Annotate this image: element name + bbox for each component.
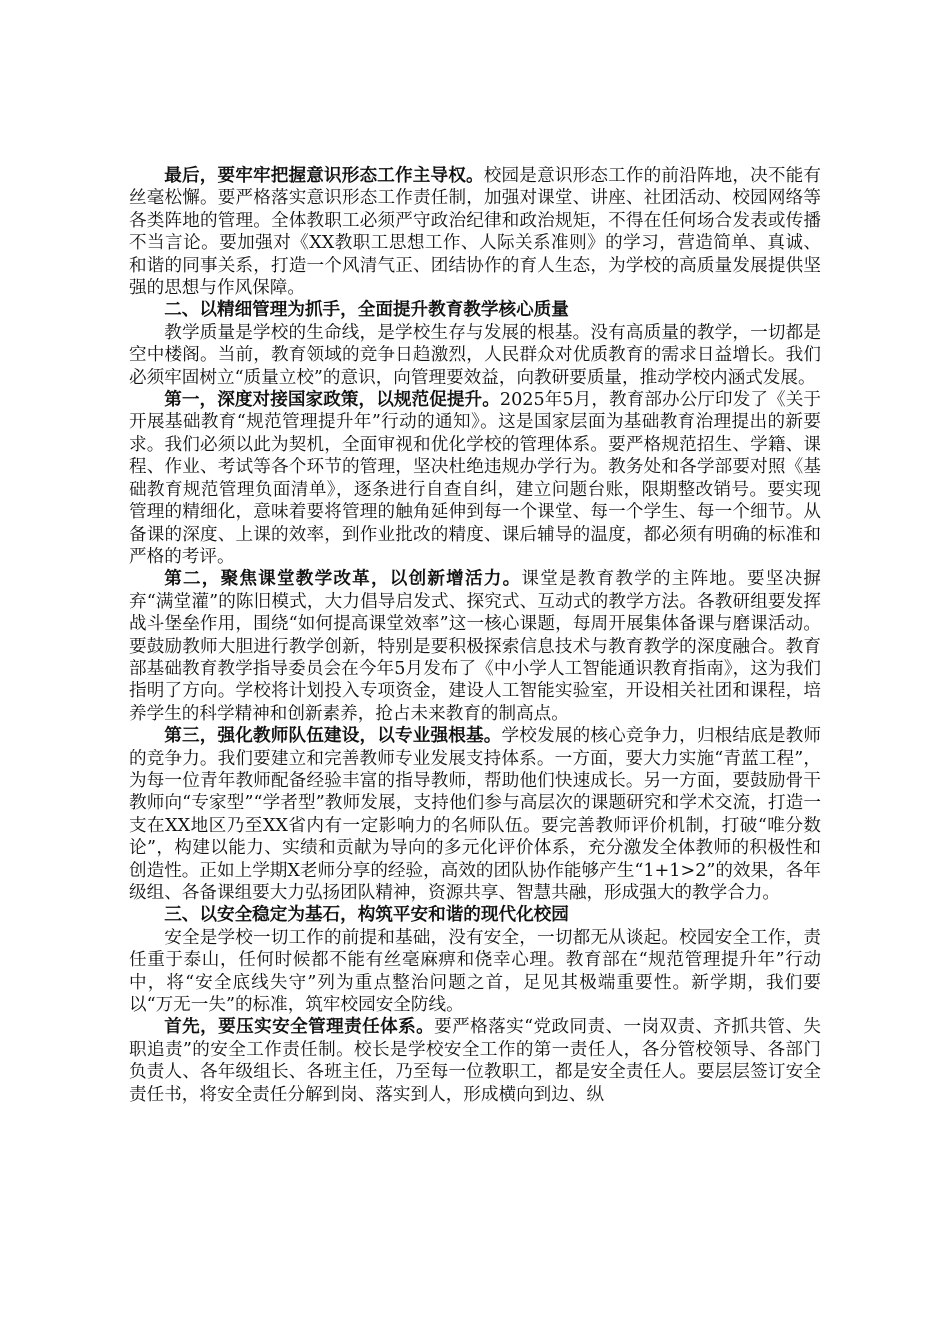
paragraph-text: 教学质量是学校的生命线，是学校生存与发展的根基。没有高质量的教学，一切都是空中楼阁。当前，教育领域的竞争日趋激烈，人民群众对优质教育的需求日益增长。我们必须牢固树立“质量立校”的意识，向管理要效益，向教研要质量，推动学校内涵式发展。 xyxy=(129,322,821,388)
paragraph-text: 校园是意识形态工作的前沿阵地，决不能有丝毫松懈。要严格落实意识形态工作责任制，加强对课堂、讲座、社团活动、校园网络等各类阵地的管理。全体教职工必须严守政治纪律和政治规矩，不得在任何场合发表或传播不当言论。要加强对《XX教职工思想工作、人际关系准则》的学习，营造简单、真诚、和谐的同事关系，打造一个风清气正、团结协作的育人生态，为学校的高质量发展提供坚强的思想与作风保障。 xyxy=(129,166,821,299)
paragraph-policy xyxy=(129,389,821,568)
paragraph-text: 2025年5月，教育部办公厅印发了《关于开展基础教育“规范管理提升年”行动的通知》。这是国家层面为基础教育治理提出的新要求。我们必须以此为契机，全面审视和优化学校的管理体系。要严格规范招生、学籍、课程、作业、考试等各个环节的管理，坚决杜绝违规办学行为。教务处和各学部要对照《基础教育规范管理负面清单》，逐条进行自查自纠，建立问题台账，限期整改销号。要实现管理的精细化，意味着要将管理的触角延伸到每一个课堂、每一个学生、每一个细节。从备课的深度、上课的效率，到作业批改的精度、课后辅导的温度，都必须有明确的标准和严格的考评。 xyxy=(129,390,821,567)
paragraph-classroom-reform xyxy=(129,568,821,725)
paragraph-lead: 第三，强化教师队伍建设，以专业强根基。 xyxy=(164,725,502,747)
paragraph-safety-intro xyxy=(129,927,821,1017)
paragraph-lead: 第一，深度对接国家政策，以规范促提升。 xyxy=(164,389,500,411)
paragraph-text: 要严格落实“党政同责、一岗双责、齐抓共管、失职追责”的安全工作责任制。校长是学校安全工作的第一责任人，各分管校领导、各部门负责人、各年级组长、各班主任，乃至每一位教职工，都是安全责任人。要层层签订安全责任书，将安全责任分解到岗、落实到人，形成横向到边、纵 xyxy=(129,1017,821,1105)
paragraph-text: 学校发展的核心竞争力，归根结底是教师的竞争力。我们要建立和完善教师专业发展支持体系。一方面，要大力实施“青蓝工程”，为每一位青年教师配备经验丰富的指导教师，帮助他们快速成长。另一方面，要鼓励骨干教师向“专家型”“学者型”教师发展，支持他们参与高层次的课题研究和学术交流，打造一支在XX地区乃至XX省内有一定影响力的名师队伍。要完善教师评价机制，打破“唯分数论”，构建以能力、实绩和贡献为导向的多元化评价体系，充分激发全体教师的积极性和创造性。正如上学期X老师分享的经验，高效的团队协作能够产生“1+1>2”的效果，各年级组、各备课组要大力弘扬团队精神，资源共享、智慧共融，形成强大的教学合力。 xyxy=(129,726,821,903)
paragraph-text: 课堂是教育教学的主阵地。要坚决摒弃“满堂灌”的陈旧模式，大力倡导启发式、探究式、互动式的教学方法。各教研组要发挥战斗堡垒作用，围绕“如何提高课堂效率”这一核心课题，每周开展集体备课与磨课活动。要鼓励教师大胆进行教学创新，特别是要积极探索信息技术与教育教学的深度融合。教育部基础教育教学指导委员会在今年5月发布了《中小学人工智能通识教育指南》，这为我们指明了方向。学校将计划投入专项资金，建设人工智能实验室，开设相关社团和课程，培养学生的科学精神和创新素养，抢占未来教育的制高点。 xyxy=(129,569,821,724)
document-page xyxy=(129,165,821,1106)
paragraph-quality-intro xyxy=(129,322,821,389)
paragraph-ideology xyxy=(129,165,821,299)
section-heading-3: 三、以安全稳定为基石，构筑平安和谐的现代化校园 xyxy=(164,904,569,926)
paragraph-lead: 最后，要牢牢把握意识形态工作主导权。 xyxy=(164,165,484,186)
paragraph-lead: 第二，聚焦课堂教学改革，以创新增活力。 xyxy=(164,568,522,590)
section-heading-2: 二、以精细管理为抓手，全面提升教育教学核心质量 xyxy=(164,299,569,321)
paragraph-lead: 首先，要压实安全管理责任体系。 xyxy=(164,1016,435,1038)
paragraph-text: 安全是学校一切工作的前提和基础，没有安全，一切都无从谈起。校园安全工作，责任重于泰山，任何时候都不能有丝毫麻痹和侥幸心理。教育部在“规范管理提升年”行动中，将“安全底线失守”列为重点整治问题之首，足见其极端重要性。新学期，我们要以“万无一失”的标准，筑牢校园安全防线。 xyxy=(129,927,821,1016)
paragraph-teacher-team xyxy=(129,725,821,904)
paragraph-safety-responsibility xyxy=(129,1016,821,1106)
